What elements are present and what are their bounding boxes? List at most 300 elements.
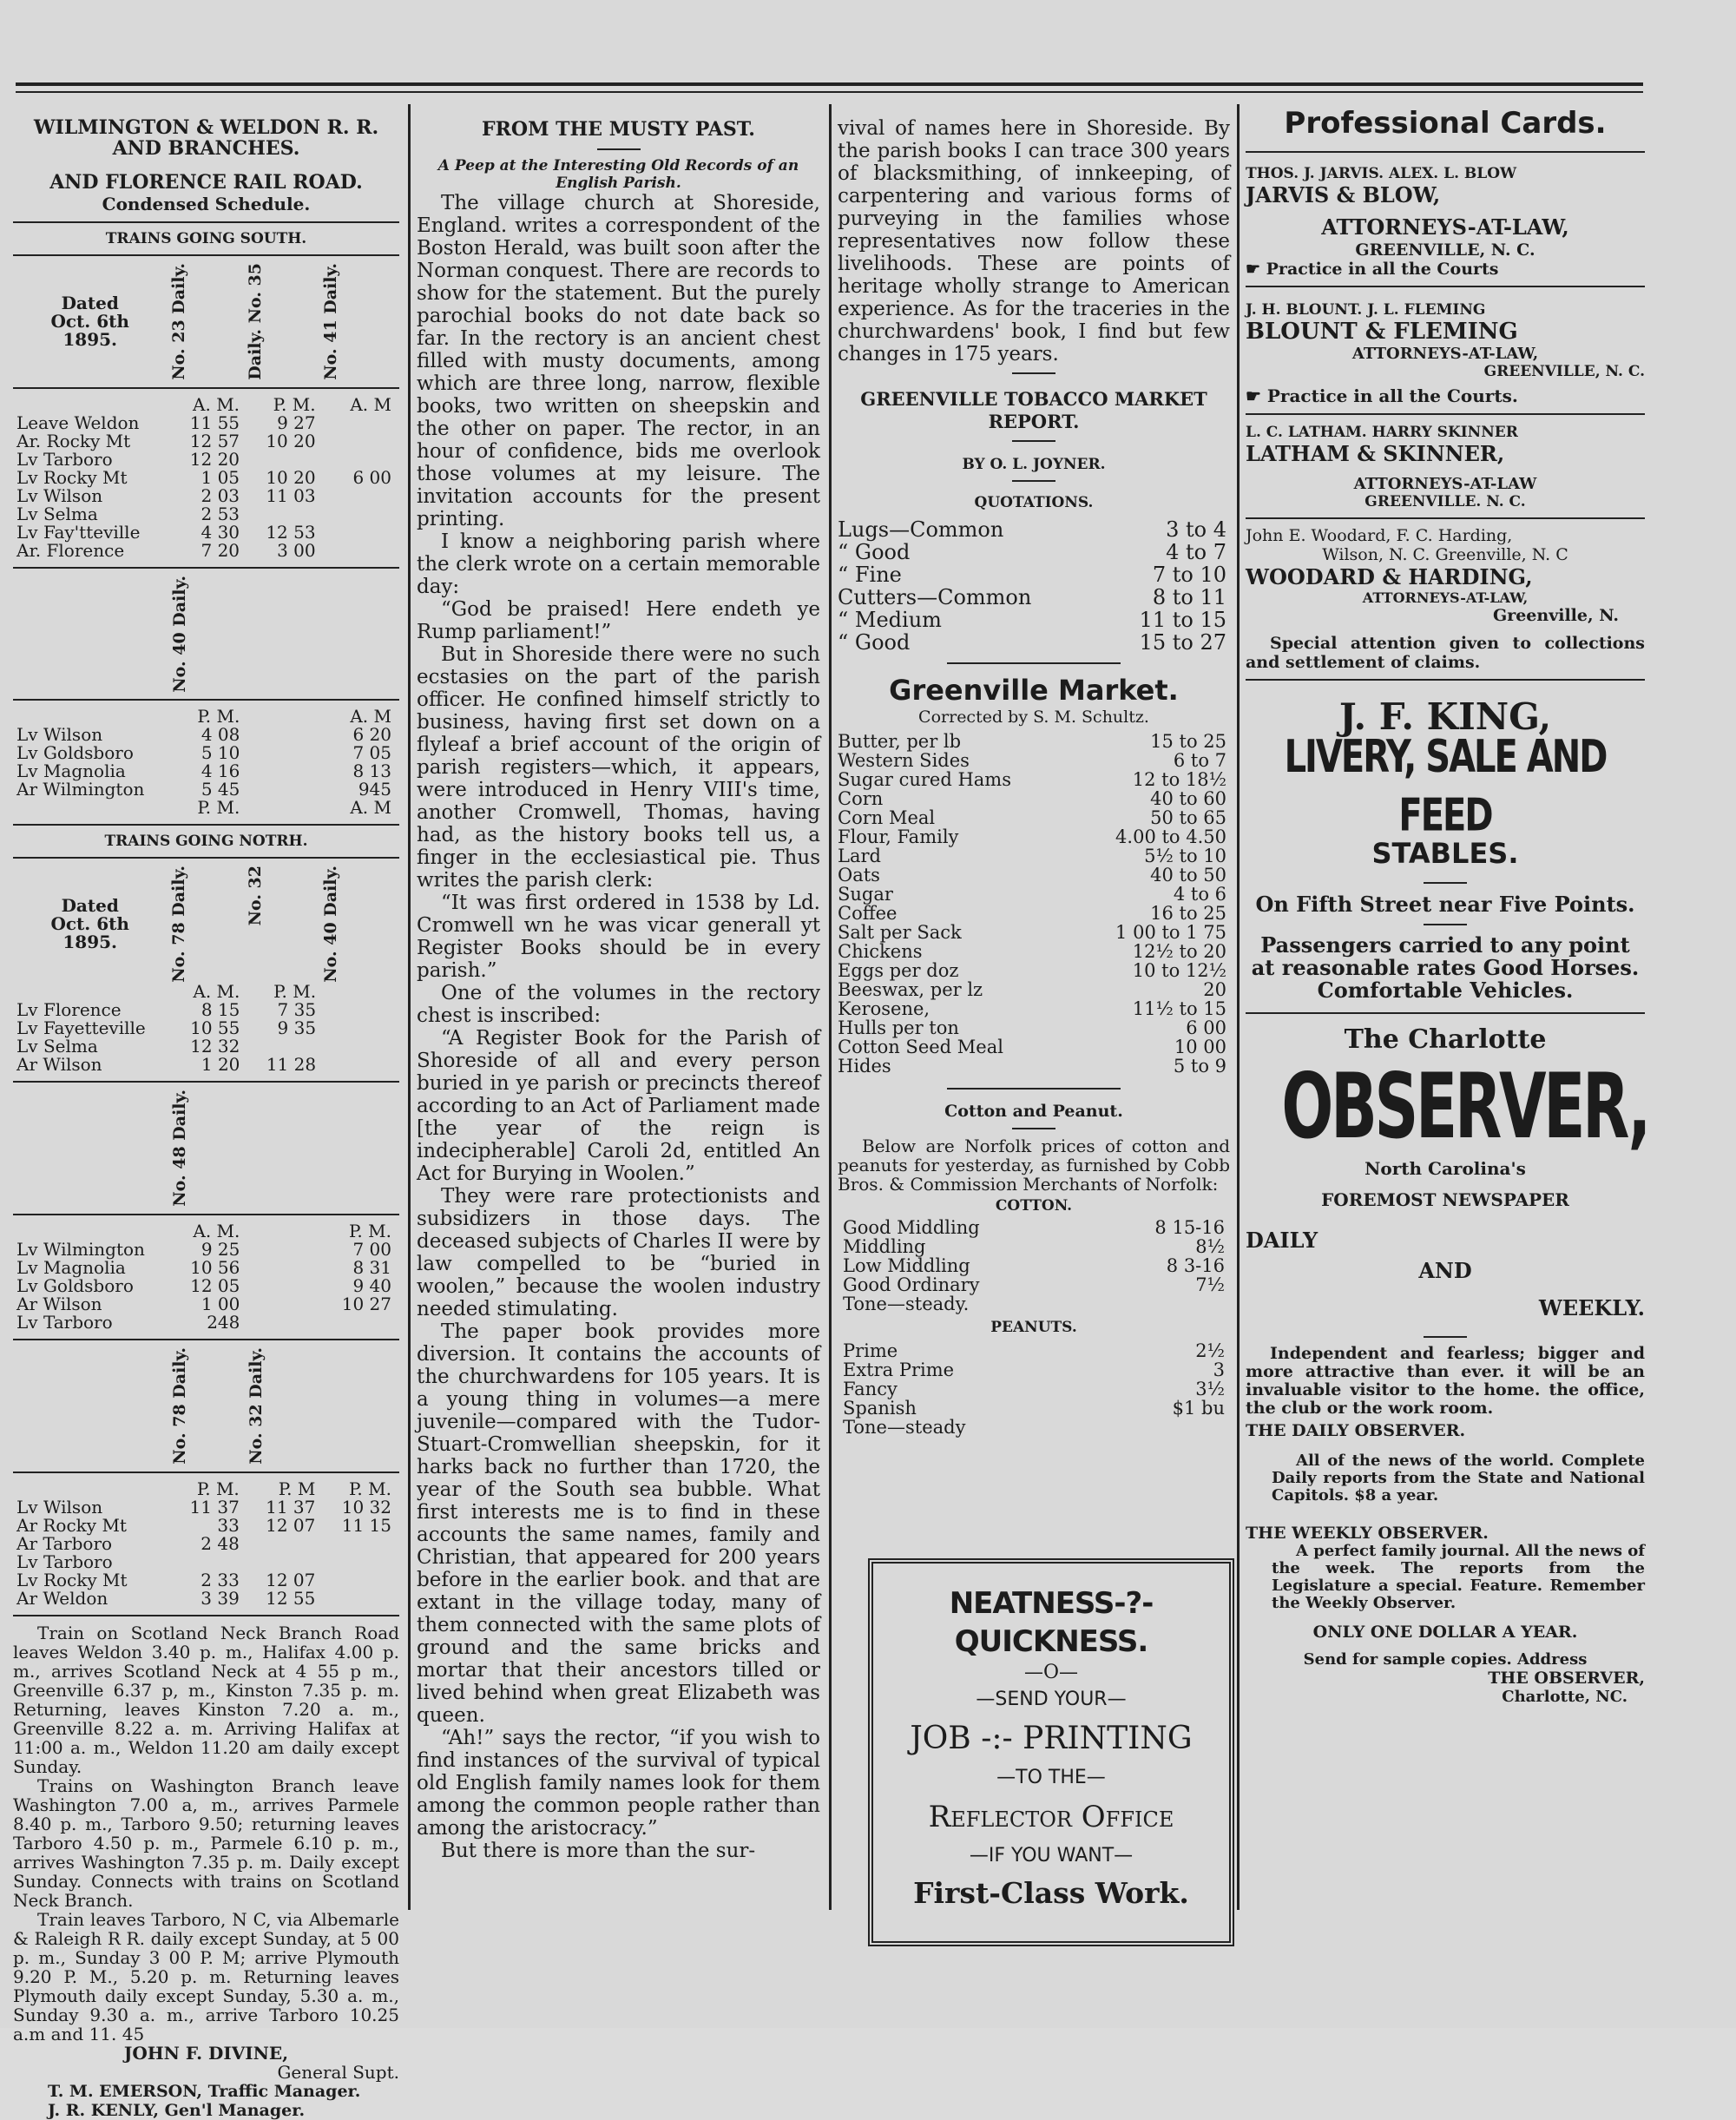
- table-row: [13, 708, 395, 726]
- article-paragraph: “Ah!” says the rector, “if you wish to find instances of the survival of typical old English family names look for them among the common people rather than among the aristocracy.”: [417, 1727, 820, 1840]
- article-paragraph: But in Shoreside there were no such ecstasies on the part of the parish officer. He confined himself strictly to business, having first set down on a flyleaf a brief account of the origin of parish registers—which, it appears, were introduced in Henry VIII's time, another Cromwell, Thomas, having had, as the history books tell us, a finger in the ecclesiastical pie. Thus writes the parish clerk:: [417, 643, 820, 892]
- schedule-title-2: AND BRANCHES.: [112, 137, 300, 160]
- table-row: [13, 1037, 395, 1056]
- article-paragraph: They were rare protectionists and subsidizers in those days. The deceased subjects of Charles II were by law compelled to be “buried in woolen,” because the woolen industry needed stimulating.: [417, 1185, 820, 1320]
- time-cell: P. M.: [349, 1478, 391, 1499]
- commodity: Spanish: [843, 1398, 917, 1419]
- time-cell: 10 20: [266, 466, 316, 488]
- table-row: [13, 983, 395, 1001]
- commodity: Middling: [843, 1236, 926, 1257]
- time-cell: [319, 1001, 395, 1019]
- table-row: [13, 1056, 395, 1074]
- observer-masthead: OBSERVER,: [1281, 1055, 1648, 1159]
- time-cell: 10 20: [266, 430, 316, 451]
- card-3-names: L. C. LATHAM. HARRY SKINNER: [1246, 424, 1518, 441]
- market-row: [838, 751, 1226, 770]
- commodity: Kerosene,: [838, 998, 930, 1019]
- observer-the-charlotte: The Charlotte: [1344, 1024, 1547, 1055]
- observer-address: THE OBSERVER,: [1488, 1669, 1645, 1688]
- signature-2: T. M. EMERSON, Traffic Manager.: [48, 2081, 361, 2101]
- time-cell: P. M: [278, 1478, 316, 1499]
- time-cell: [319, 1313, 395, 1332]
- time-cell: 11 55: [189, 411, 240, 433]
- market-row: [838, 961, 1226, 980]
- article-body: [417, 192, 820, 1862]
- commodity: Lugs—Common: [838, 517, 1004, 542]
- time-cell: 12 57: [189, 430, 240, 451]
- time-cell: P. M.: [273, 981, 317, 1003]
- price: 50 to 65: [1150, 807, 1226, 828]
- time-cell: [319, 1553, 395, 1571]
- commodity: Butter, per lb: [838, 731, 962, 752]
- market-row: [843, 1294, 1225, 1313]
- card-2-names: J. H. BLOUNT. J. L. FLEMING: [1246, 301, 1486, 319]
- top-rule-thin: [16, 91, 1643, 93]
- table-row: [13, 1517, 395, 1535]
- price: 4.00 to 4.50: [1115, 826, 1226, 847]
- commodity: Prime: [843, 1340, 898, 1361]
- tobacco-quotations-label: QUOTATIONS.: [974, 494, 1094, 511]
- market-row: [838, 846, 1226, 866]
- time-cell: 8 31: [352, 1256, 391, 1278]
- time-cell: [243, 1535, 319, 1553]
- price: 10 to 12½: [1132, 960, 1226, 981]
- market-row: [838, 518, 1226, 541]
- greenville-market-table: [838, 732, 1226, 1076]
- commodity: Lard: [838, 846, 881, 866]
- table-row: [13, 1019, 395, 1037]
- cotton-table: [843, 1218, 1225, 1313]
- ad-reflector-office: Reflector Office: [928, 1800, 1174, 1834]
- time-cell: 12 05: [190, 1274, 240, 1296]
- observer-price: ONLY ONE DOLLAR A YEAR.: [1312, 1623, 1578, 1642]
- price: [1095, 1294, 1225, 1313]
- time-cell: [243, 780, 319, 799]
- article-subhead: A Peep at the Interesting Old Records of an English Parish.: [437, 157, 799, 192]
- south-table-a: Dated Oct. 6th 1895. No. 23 Daily. Daily. No. 35 No. 41 Daily.: [13, 263, 395, 380]
- time-cell: 4 08: [201, 724, 240, 746]
- card-3-firm: LATHAM & SKINNER,: [1246, 441, 1505, 466]
- branch-note-2: Trains on Washington Branch leave Washington 7.00 a, m., arrives Parmele 8.40 p. m., Tarboro 9.50; returning leaves Tarboro 4.50 p. m., Parmele 6.10 p. m., arrives Washington 7.35 p. m. Daily except Sunday. Connects with trains on Scotland Neck Branch.: [13, 1774, 399, 1911]
- ad-job-printing: JOB -:- PRINTING: [910, 1721, 1193, 1756]
- commodity: Flour, Family: [838, 826, 959, 847]
- market-row: [838, 942, 1226, 961]
- time-cell: 9 35: [277, 1017, 317, 1039]
- article-paragraph: I know a neighboring parish where the clerk wrote on a certain memorable day:: [417, 530, 820, 598]
- station-cell: [13, 1480, 167, 1498]
- time-cell: 6 20: [352, 724, 391, 746]
- time-cell: A. M.: [193, 1220, 240, 1241]
- top-rule: [16, 82, 1643, 86]
- time-cell: 945: [358, 779, 391, 800]
- time-cell: 9 27: [277, 411, 316, 433]
- north-table-a: Dated Oct. 6th 1895. No. 78 Daily. No. 32 No. 40 Daily.: [50, 866, 341, 984]
- time-cell: [243, 1259, 319, 1277]
- time-cell: 33: [217, 1514, 240, 1536]
- time-cell: [319, 1056, 395, 1074]
- article-paragraph: The paper book provides more diversion. It contains the accounts of the churchwardens for 105 years. It is a young thing in volumes—a mere juvenile—compared with the Tudor-Stuart-Cromwellian sheepskin, for it harks back no further than 1720, the year of the South sea bubble. What first interests me is to find in these accounts the same names, family and Christian, that appeared for 200 years before in the earlier book. and that are extant in the village today, many of them connected with the same plots of ground and the same bricks and mortar that their ancestors tilled or lived behind when great Elizabeth was queen.: [417, 1320, 820, 1727]
- table-row: [13, 487, 395, 505]
- time-cell: 10 55: [190, 1017, 240, 1039]
- station-cell: Ar Weldon: [16, 1587, 108, 1609]
- market-row: [838, 789, 1226, 808]
- time-cell: 1 05: [201, 466, 240, 488]
- table-row: [13, 799, 395, 817]
- time-cell: P. M.: [197, 797, 240, 819]
- market-row: [838, 586, 1226, 609]
- time-cell: [243, 799, 319, 817]
- time-cell: 12 53: [266, 521, 316, 543]
- time-cell: A. M.: [193, 981, 240, 1003]
- price: 12 to 18½: [1132, 769, 1226, 790]
- article-paragraph: One of the volumes in the rectory chest is inscribed:: [417, 982, 820, 1027]
- greenville-market-title: Greenville Market.: [889, 674, 1179, 707]
- price: 4 to 6: [1173, 884, 1226, 905]
- market-row: [838, 541, 1226, 563]
- table-row: [13, 1535, 395, 1553]
- market-row: [838, 866, 1226, 885]
- price: 12½ to 20: [1132, 941, 1226, 962]
- commodity: Oats: [838, 865, 880, 886]
- price: 20: [1203, 979, 1226, 1000]
- market-row: [843, 1256, 1225, 1275]
- professional-cards-column: [1246, 102, 1648, 1908]
- price: 2½: [1195, 1340, 1225, 1361]
- station-cell: Lv Fayetteville: [16, 1017, 146, 1039]
- time-cell: [243, 451, 319, 469]
- time-cell: [243, 726, 319, 744]
- market-row: [838, 827, 1226, 846]
- dated-cell: Dated Oct. 6th 1895.: [50, 292, 129, 350]
- price: [1110, 1418, 1225, 1437]
- station-cell: Lv Rocky Mt: [16, 466, 128, 488]
- time-cell: 9 40: [352, 1274, 391, 1296]
- cotton-peanut-title: Cotton and Peanut.: [944, 1102, 1123, 1121]
- time-cell: [319, 1037, 395, 1056]
- column-rule: [408, 104, 411, 1910]
- king-livery: LIVERY, SALE AND FEED: [1284, 731, 1607, 842]
- market-row: [843, 1275, 1225, 1294]
- market-row: [843, 1399, 1225, 1418]
- time-cell: 1 00: [201, 1293, 240, 1314]
- station-cell: Leave Weldon: [16, 411, 140, 433]
- south-heading: TRAINS GOING SOUTH.: [105, 230, 307, 247]
- commodity: “ Medium: [838, 608, 942, 632]
- time-cell: 10 27: [341, 1293, 391, 1314]
- observer-daily-heading: THE DAILY OBSERVER.: [1246, 1421, 1466, 1440]
- time-cell: 12 07: [266, 1569, 316, 1590]
- card-4-names: John E. Woodard, F. C. Harding,: [1246, 526, 1513, 545]
- table-row: [13, 1571, 395, 1590]
- time-cell: 9 25: [201, 1238, 240, 1260]
- station-cell: Lv Magnolia: [16, 760, 126, 782]
- time-cell: 1 20: [201, 1054, 240, 1076]
- commodity: Sugar cured Hams: [838, 769, 1011, 790]
- schedule-title: WILMINGTON & WELDON R. R.: [33, 116, 379, 139]
- observer-city: Charlotte, NC.: [1502, 1688, 1628, 1706]
- market-row: [838, 631, 1226, 654]
- railroad-schedule-column: WILMINGTON & WELDON R. R. AND BRANCHES. AND FLORENCE RAIL ROAD. Condensed Schedule. TRAINS GOING SOUTH. Dated Oct. 6th 1895. No. 23 Daily. Daily. No. 35 No. 41 Daily. A. M. P. M. A. M Leave Weldon 11 55 9 27 Ar. Rocky Mt 12 57 10 20 Lv Tarboro 12 20 Lv Rocky Mt 1 05 10 20 6 00 Lv Wilson 2 03 11 03 Lv Selma 2 53 Lv Fay'tteville 4 30 12 53 Ar. Florence 7 20 3 00 No. 40 Daily. P. M. A. M Lv Wilson 4 08 6 20 Lv Goldsboro 5 10 7 05 Lv Magnolia 4 16 8 13 Ar Wilmington 5 45 945 P. M. A. M TRAINS GOING NOTRH. Dated Oct. 6th 1895. No. 78 Daily. No. 32 No. 40 Daily. A. M. P. M. Lv Florence 8 15 7 35 Lv Fayetteville 10 55 9 35 Lv Selma 12 32 Ar Wilson 1 20 11 28 No. 48 Daily. A. M. P. M. Lv Wilmington 9 25 7 00 Lv Magnolia 10 56 8 31 Lv Goldsboro 12 05 9 40 Ar Wilson 1 00 10 27 Lv Tarboro 248 No. 78 Daily. No. 32 Daily. P. M. P. M P. M. Lv Wilson 11 37 11 37 10 32 Ar Rocky Mt 33 12 07 11 15 Ar Tarboro 2 48 Lv Tarboro Lv Rocky Mt 2 33 12 07 Ar Weldon 3 39 12 55 Train on Scotland Neck Branch Road leaves Weldon 3.40 p. m., Halifax 4.00 p. m., arrives Scotland Neck at 4 55 p m., Greenville 6.37 p, m., Kinston 7.35 p. m. Returning, leaves Kinston 7.20 a. m., Greenville 8.22 a. m. Arriving Halifax at 11:00 a. m., Weldon 11.20 am daily except Sunday. Trains on Washington Branch leave Washington 7.00 a, m., arrives Parmele 8.40 p. m., Tarboro 9.50; returning leaves Tarboro 4.50 p. m., Parmele 6.10 p. m., arrives Washington 7.35 p. m. Daily except Sunday. Connects with trains on Scotland Neck Branch. Train leaves Tarboro, N C, via Albemarle & Raleigh R R. daily except Sunday, at 5 00 p. m., Sunday 3 00 P. M; arrive Plymouth 9.20 P. M., 5.20 p. m. Returning leaves Plymouth daily except Sunday, 5.30 a. m., Sunday 9.30 a. m., arrive Tarboro 10.25 a.m and 11. 45 JOHN F. DIVINE, General Supt. T. M. EMERSON, Traffic Manager. J. R. KENLY, Gen'l Manager.: [13, 116, 399, 2120]
- time-cell: [319, 451, 395, 469]
- commodity: Hulls per ton: [838, 1017, 959, 1038]
- time-cell: 8 15: [201, 999, 240, 1021]
- time-cell: 248: [207, 1311, 240, 1333]
- time-cell: 12 07: [266, 1514, 316, 1536]
- article-paragraph: “It was first ordered in 1538 by Ld. Cromwell wn he was vicar generall yt Register Books should be in every parish.”: [417, 892, 820, 982]
- time-cell: 11 15: [341, 1514, 391, 1536]
- peanuts-heading: PEANUTS.: [990, 1319, 1077, 1336]
- time-cell: A. M: [350, 797, 391, 819]
- time-cell: 2 53: [201, 503, 240, 524]
- station-cell: Lv Tarboro: [16, 1550, 113, 1572]
- time-cell: [167, 1553, 243, 1571]
- station-cell: Lv Wilson: [16, 724, 103, 746]
- card-3-city: GREENVILLE. N. C.: [1364, 493, 1526, 510]
- time-cell: [319, 1019, 395, 1037]
- time-cell: [319, 983, 395, 1001]
- time-cell: [319, 523, 395, 542]
- station-cell: Ar Wilmington: [16, 779, 145, 800]
- price: 11 to 15: [1139, 608, 1226, 632]
- article-column: [417, 117, 820, 1923]
- commodity: Tone—steady: [843, 1417, 966, 1438]
- market-row: [843, 1341, 1225, 1360]
- station-cell: Lv Selma: [16, 1036, 98, 1057]
- time-cell: 5 45: [201, 779, 240, 800]
- commodity: Salt per Sack: [838, 922, 962, 943]
- table-row: [13, 1480, 395, 1498]
- table-row: [13, 523, 395, 542]
- time-cell: P. M.: [273, 393, 316, 415]
- card-1-city: GREENVILLE, N. C.: [1355, 240, 1535, 260]
- time-cell: [319, 1571, 395, 1590]
- commodity: Corn: [838, 788, 884, 809]
- market-row: [838, 980, 1226, 999]
- time-cell: 7 20: [201, 539, 240, 561]
- commodity: Good Middling: [843, 1217, 980, 1238]
- price: 4 to 7: [1166, 540, 1226, 564]
- commodity: Western Sides: [838, 750, 970, 771]
- observer-weekly: WEEKLY.: [1538, 1295, 1645, 1320]
- price: 3½: [1195, 1379, 1225, 1399]
- commodity: Eggs per doz: [838, 960, 959, 981]
- card-1-names: THOS. J. JARVIS. ALEX. L. BLOW: [1246, 165, 1517, 182]
- time-cell: [319, 542, 395, 560]
- station-cell: [13, 983, 168, 1001]
- schedule-title-3: AND FLORENCE RAIL ROAD.: [49, 171, 363, 194]
- time-cell: P. M.: [196, 1478, 240, 1499]
- time-cell: 11 37: [189, 1496, 240, 1518]
- north-heading: TRAINS GOING NOTRH.: [104, 833, 308, 851]
- ad-to-the: —TO THE—: [996, 1767, 1106, 1788]
- price: 8 15-16: [1154, 1217, 1225, 1238]
- market-row: [838, 609, 1226, 631]
- market-row: [838, 904, 1226, 923]
- time-cell: 6 00: [352, 466, 391, 488]
- king-stables: STABLES.: [1371, 837, 1519, 870]
- card-4-cities: Wilson, N. C. Greenville, N. C: [1322, 545, 1568, 564]
- time-cell: [243, 1553, 319, 1571]
- column-rule: [829, 104, 832, 1910]
- station-cell: Lv Wilson: [16, 1496, 103, 1518]
- price: 7½: [1195, 1274, 1225, 1295]
- table-row: [13, 1277, 395, 1295]
- market-row: [843, 1360, 1225, 1379]
- commodity: Beeswax, per lz: [838, 979, 983, 1000]
- card-4-firm: WOODARD & HARDING,: [1246, 564, 1533, 589]
- branch-note-3: Train leaves Tarboro, N C, via Albemarle & Raleigh R R. daily except Sunday, at 5 00 p. m., Sunday 3 00 P. M; arrive Plymouth 9.20 P. M., 5.20 p. m. Returning leaves Plymouth daily except Sunday, 5.30 a. m., Sunday 9.30 a. m., arrive Tarboro 10.25 a.m and 11. 45: [13, 1908, 399, 2044]
- observer-foremost: FOREMOST NEWSPAPER: [1321, 1189, 1569, 1210]
- signature-1-title: General Supt.: [277, 2061, 399, 2083]
- commodity: Extra Prime: [843, 1360, 955, 1380]
- station-cell: [13, 799, 168, 817]
- station-cell: Ar Wilson: [16, 1293, 102, 1314]
- tobacco-quotes-table: [838, 518, 1226, 654]
- time-cell: 2 03: [201, 484, 240, 506]
- observer-and: AND: [1418, 1258, 1472, 1283]
- table-row: [13, 1295, 395, 1313]
- ad-send-your: —SEND YOUR—: [976, 1689, 1127, 1710]
- card-2-city: GREENVILLE, N. C.: [1483, 363, 1645, 380]
- market-row: [838, 732, 1226, 751]
- price: 6 to 7: [1173, 750, 1226, 771]
- observer-daily-desc: All of the news of the world. Complete Daily reports from the State and National Capitols. $8 a year.: [1272, 1452, 1645, 1504]
- card-4-note: Special attention given to collections and settlement of claims.: [1246, 634, 1645, 672]
- time-cell: [319, 505, 395, 523]
- station-cell: Lv Tarboro: [16, 1311, 113, 1333]
- station-cell: Ar Rocky Mt: [16, 1514, 127, 1536]
- ad-neatness: NEATNESS-?-QUICKNESS.: [949, 1586, 1154, 1659]
- commodity: Tone—steady.: [843, 1294, 970, 1314]
- commodity: Coffee: [838, 903, 898, 924]
- table-row: [13, 780, 395, 799]
- commodity: “ Good: [838, 630, 911, 655]
- commodity: Corn Meal: [838, 807, 936, 828]
- observer-nc: North Carolina's: [1364, 1158, 1526, 1179]
- price: 40 to 50: [1150, 865, 1226, 886]
- branch-note-1: Train on Scotland Neck Branch Road leaves Weldon 3.40 p. m., Halifax 4.00 p. m., arrives Scotland Neck at 4 55 p m., Greenville 6.37 p, m., Kinston 7.35 p. m. Returning, leaves Kinston 7.20 a. m., Greenville 8.22 a. m. Arriving Halifax at 11:00 a. m., Weldon 11.20 am daily except Sunday.: [13, 1622, 399, 1777]
- time-cell: 10 56: [190, 1256, 240, 1278]
- station-cell: Lv Wilmington: [16, 1238, 145, 1260]
- table-row: [13, 396, 395, 414]
- table-row: [13, 414, 395, 432]
- time-cell: [243, 762, 319, 780]
- market-row: [838, 923, 1226, 942]
- cotton-heading: COTTON.: [995, 1197, 1073, 1215]
- market-row: [843, 1237, 1225, 1256]
- commodity: Cotton Seed Meal: [838, 1037, 1003, 1057]
- north-rows-b: [13, 1222, 395, 1332]
- article-paragraph: “A Register Book for the Parish of Shoreside of all and every person buried in ye parish or precincts thereof according to an Act of Parliament made [the year of the reign is indecipherable] Caroli 2d, entitled An Act for Burying in Woolen.”: [417, 1027, 820, 1185]
- table-row: [13, 432, 395, 451]
- table-row: [13, 1222, 395, 1241]
- commodity: Sugar: [838, 884, 893, 905]
- observer-description: Independent and fearless; bigger and more attractive than ever. it will be an invaluable visitor to the home. the office, the club or the work room.: [1246, 1344, 1645, 1418]
- price: 3 to 4: [1166, 517, 1226, 542]
- station-cell: Lv Magnolia: [16, 1256, 126, 1278]
- price: 10 00: [1174, 1037, 1226, 1057]
- card-1-note: ☛ Practice in all the Courts: [1246, 260, 1499, 279]
- commodity: Cutters—Common: [838, 585, 1032, 609]
- card-2-attorneys: ATTORNEYS-AT-LAW,: [1351, 345, 1539, 363]
- market-row: [838, 1057, 1226, 1076]
- price: 40 to 60: [1150, 788, 1226, 809]
- station-cell: Lv Wilson: [16, 484, 103, 506]
- commodity: Low Middling: [843, 1255, 970, 1276]
- time-cell: [243, 1295, 319, 1313]
- time-cell: 2 33: [201, 1569, 240, 1590]
- table-row: [13, 762, 395, 780]
- time-cell: 4 16: [201, 760, 240, 782]
- price: 16 to 25: [1150, 903, 1226, 924]
- observer-weekly-heading: THE WEEKLY OBSERVER.: [1246, 1524, 1489, 1543]
- king-name: J. F. KING,: [1338, 695, 1552, 738]
- time-cell: 11 03: [266, 484, 316, 506]
- time-cell: 8 13: [352, 760, 391, 782]
- station-cell: Lv Rocky Mt: [16, 1569, 128, 1590]
- station-cell: Lv Goldsboro: [16, 1274, 134, 1296]
- article-paragraph: But there is more than the sur-: [441, 1840, 756, 1862]
- king-location: On Fifth Street near Five Points.: [1255, 892, 1635, 917]
- table-row: [13, 726, 395, 744]
- greenville-market-byline: Corrected by S. M. Schultz.: [918, 708, 1149, 727]
- price: 5 to 9: [1173, 1056, 1226, 1076]
- time-cell: 5 10: [201, 742, 240, 764]
- market-row: [838, 1037, 1226, 1057]
- card-3-attorneys: ATTORNEYS-AT-LAW: [1353, 475, 1537, 493]
- time-cell: 10 32: [341, 1496, 391, 1518]
- time-cell: 12 55: [266, 1587, 316, 1609]
- price: 15 to 27: [1139, 630, 1226, 655]
- signature-3: J. R. KENLY, Gen'l Manager.: [48, 2100, 306, 2120]
- price: 8 to 11: [1152, 585, 1226, 609]
- market-row: [843, 1218, 1225, 1237]
- time-cell: [319, 432, 395, 451]
- station-cell: Ar Tarboro: [16, 1532, 113, 1554]
- card-4-attorneys: ATTORNEYS-AT-LAW,: [1362, 589, 1529, 606]
- commodity: Fancy: [843, 1379, 898, 1399]
- north-rows-a: [13, 983, 395, 1074]
- station-cell: Lv Florence: [16, 999, 122, 1021]
- card-2-note: ☛ Practice in all the Courts.: [1246, 385, 1518, 406]
- south-rows-a: [13, 393, 395, 561]
- article-continuation: vival of names here in Shoreside. By the parish books I can trace 300 years of blacksmithing, of innkeeping, of carpentering and various forms of purveying in the families whose representatives now follow these livelihoods. These are points of heritage wholly strange to American experience. As for the traceries in the churchwardens' book, I find but few changes in 175 years.: [838, 117, 1230, 365]
- price: $1 bu: [1172, 1398, 1225, 1419]
- time-cell: [243, 708, 319, 726]
- time-cell: [319, 487, 395, 505]
- cotton-peanut-intro: Below are Norfolk prices of cotton and peanuts for yesterday, as furnished by Cobb Bros. & Commission Merchants of Norfolk:: [838, 1136, 1230, 1195]
- table-row: [13, 1590, 395, 1608]
- price: 11½ to 15: [1132, 998, 1226, 1019]
- time-cell: P. M.: [349, 1220, 391, 1241]
- time-cell: [319, 1590, 395, 1608]
- ad-first-class: First-Class Work.: [913, 1876, 1189, 1910]
- commodity: “ Good: [838, 540, 911, 564]
- station-cell: Ar Wilson: [16, 1054, 102, 1076]
- observer-weekly-desc: A perfect family journal. All the news of the week. The reports from the Legislature a special. Feature. Remember the Weekly Observer.: [1272, 1542, 1645, 1612]
- time-cell: P. M.: [197, 706, 240, 728]
- column-rule: [1237, 104, 1240, 1910]
- time-cell: [319, 414, 395, 432]
- market-row: [843, 1418, 1225, 1437]
- time-cell: [243, 1313, 319, 1332]
- article-paragraph: “God be praised! Here endeth ye Rump parliament!”: [417, 598, 820, 643]
- market-row: [838, 563, 1226, 586]
- signature-1: JOHN F. DIVINE,: [123, 2042, 289, 2064]
- time-cell: 12 20: [189, 448, 240, 470]
- time-cell: 7 35: [277, 999, 317, 1021]
- table-row: [13, 744, 395, 762]
